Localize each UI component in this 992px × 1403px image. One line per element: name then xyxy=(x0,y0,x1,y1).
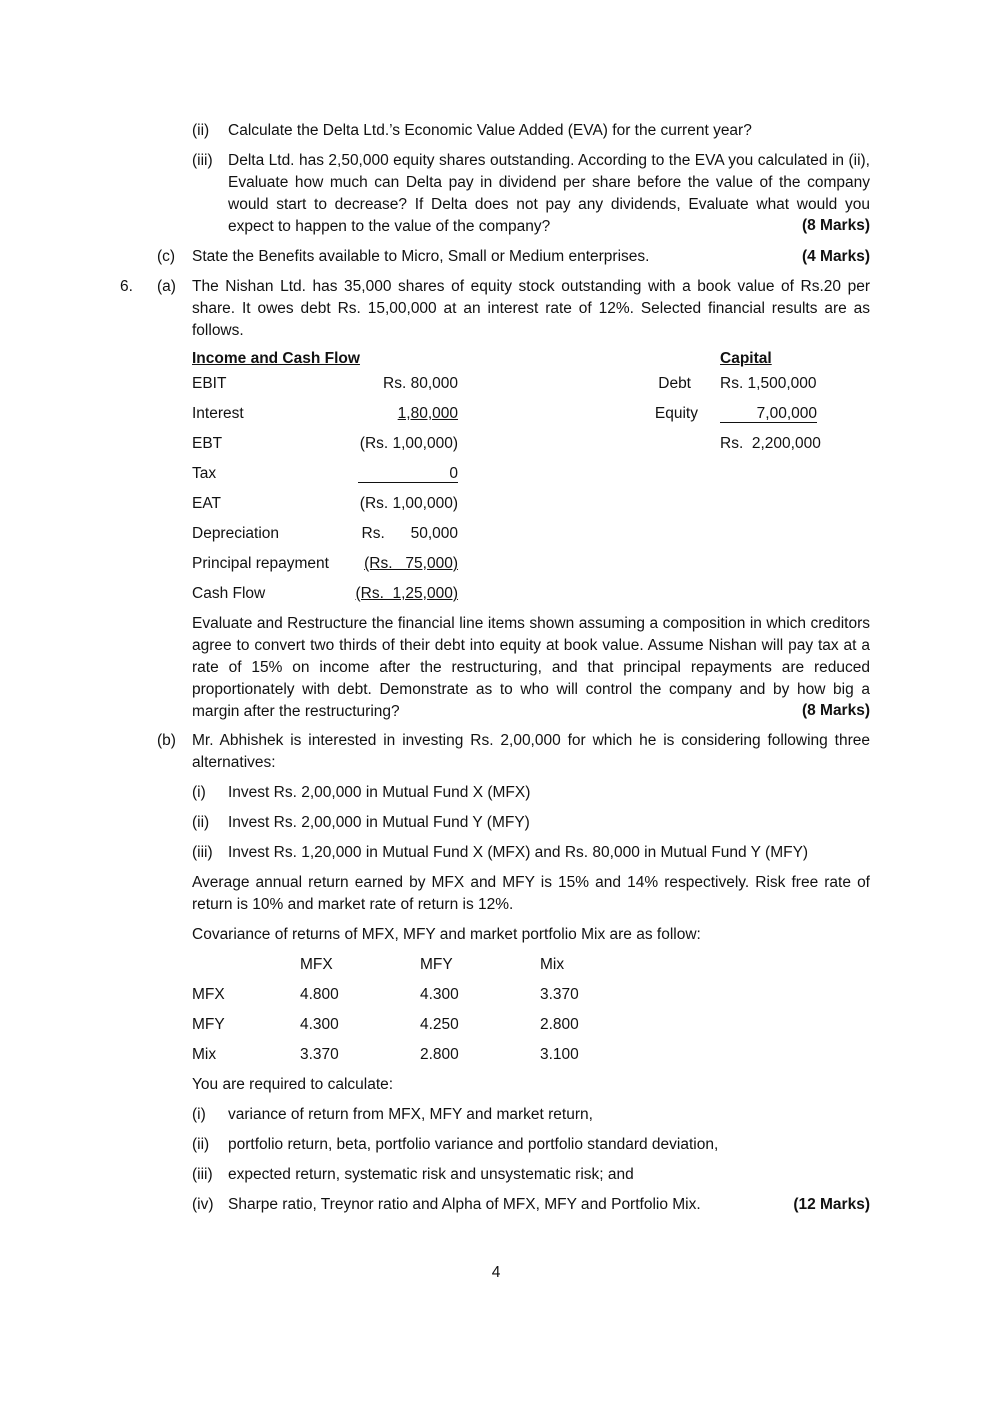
marks-label: (12 Marks) xyxy=(793,1196,870,1213)
income-value: Rs. 80,000 xyxy=(383,375,458,392)
question-text: Average annual return earned by MFX and MFY is 15% and 14% respectively. Risk free rate of return is 10% and market rate of return is 12%. xyxy=(192,874,870,913)
income-label: EAT xyxy=(192,495,221,512)
income-label: Cash Flow xyxy=(192,585,266,602)
part-label: (b) xyxy=(157,732,176,749)
income-value: (Rs. 1,00,000) xyxy=(359,495,458,512)
alternative-text: Invest Rs. 2,00,000 in Mutual Fund Y (MFY) xyxy=(228,814,530,831)
income-label: Principal repayment xyxy=(192,555,329,572)
question-text: Delta Ltd. has 2,50,000 equity shares outstanding. According to the EVA you calculated in (ii), Evaluate how much can Delta pay in dividend per share before the value of the company would start to decrease? If Delta does not pay any dividends, Evaluate what would you expect to happen to the value of the company? xyxy=(228,152,870,235)
capital-heading: Capital xyxy=(720,350,772,367)
table-cell: 2.800 xyxy=(420,1046,459,1063)
income-label: Depreciation xyxy=(192,525,280,542)
part-label: (c) xyxy=(157,248,176,265)
question-text: Covariance of returns of MFX, MFY and market portfolio Mix are as follow: xyxy=(192,926,701,943)
income-label: EBIT xyxy=(192,375,227,392)
task-text: Sharpe ratio, Treynor ratio and Alpha of MFX, MFY and Portfolio Mix. xyxy=(228,1196,701,1213)
task-text: variance of return from MFX, MFY and market return, xyxy=(228,1106,593,1123)
capital-value: Rs. 2,200,000 xyxy=(720,435,821,452)
income-value: 1,80,000 xyxy=(397,405,458,422)
item-number: (ii) xyxy=(192,814,210,831)
table-row-label: MFX xyxy=(192,986,225,1003)
question-text: You are required to calculate: xyxy=(192,1076,394,1093)
task-text: portfolio return, beta, portfolio variance and portfolio standard deviation, xyxy=(228,1136,719,1153)
income-label: Tax xyxy=(192,465,217,482)
question-text: Evaluate and Restructure the financial line items shown assuming a composition in which creditors agree to convert two thirds of their debt into equity at book value. Assume Nishan will pay tax at a rate of 15% on income after the restructuring, and that principal repayments are reduced proportionately with debt. Demonstrate as to who will control the company and by how big a margin after the restructuring? xyxy=(192,615,870,720)
item-number: (iv) xyxy=(192,1196,214,1213)
table-header: MFY xyxy=(420,956,453,973)
item-number: (iii) xyxy=(192,844,213,861)
marks-label: (8 Marks) xyxy=(801,702,870,719)
alternative-text: Invest Rs. 1,20,000 in Mutual Fund X (MFX) and Rs. 80,000 in Mutual Fund Y (MFY) xyxy=(228,844,809,861)
table-cell: 3.370 xyxy=(540,986,579,1003)
question-text: Mr. Abhishek is interested in investing Rs. 2,00,000 for which he is considering following three alternatives: xyxy=(192,732,870,771)
capital-label: Equity xyxy=(654,405,698,422)
item-number: (iii) xyxy=(192,152,213,169)
table-cell: 4.300 xyxy=(300,1016,339,1033)
item-number: (ii) xyxy=(192,122,210,139)
table-cell: 4.250 xyxy=(420,1016,459,1033)
table-cell: 3.370 xyxy=(300,1046,339,1063)
table-cell: 2.800 xyxy=(540,1016,579,1033)
question-text: Calculate the Delta Ltd.’s Economic Value Added (EVA) for the current year? xyxy=(228,122,752,139)
capital-label: Debt xyxy=(658,375,691,392)
table-row-label: Mix xyxy=(192,1046,217,1063)
table-header: MFX xyxy=(300,956,333,973)
item-number: (iii) xyxy=(192,1166,213,1183)
question-number: 6. xyxy=(120,278,133,295)
income-heading: Income and Cash Flow xyxy=(192,350,360,367)
question-text: The Nishan Ltd. has 35,000 shares of equity stock outstanding with a book value of Rs.20 per share. It owes debt Rs. 15,00,000 at an interest rate of 12%. Selected financial results are as follows. xyxy=(192,278,870,339)
capital-value: Rs. 1,500,000 xyxy=(720,375,817,392)
item-number: (i) xyxy=(192,784,206,801)
table-cell: 4.800 xyxy=(300,986,339,1003)
table-row-label: MFY xyxy=(192,1016,225,1033)
table-cell: 4.300 xyxy=(420,986,459,1003)
page-number: 4 xyxy=(491,1264,501,1281)
marks-label: (4 Marks) xyxy=(801,248,870,265)
table-cell: 3.100 xyxy=(540,1046,579,1063)
task-text: expected return, systematic risk and unsystematic risk; and xyxy=(228,1166,634,1183)
capital-value: 7,00,000 xyxy=(720,405,817,423)
income-value: 0 xyxy=(358,465,458,483)
income-value: Rs. 50,000 xyxy=(361,525,458,542)
question-text: State the Benefits available to Micro, Small or Medium enterprises. xyxy=(192,248,650,265)
income-value: (Rs. 1,25,000) xyxy=(355,585,458,602)
alternative-text: Invest Rs. 2,00,000 in Mutual Fund X (MFX) xyxy=(228,784,531,801)
income-value: (Rs. 75,000) xyxy=(364,555,458,572)
table-header: Mix xyxy=(540,956,565,973)
item-number: (ii) xyxy=(192,1136,210,1153)
income-label: EBT xyxy=(192,435,223,452)
income-value: (Rs. 1,00,000) xyxy=(359,435,458,452)
marks-label: (8 Marks) xyxy=(801,217,870,234)
income-label: Interest xyxy=(192,405,244,422)
part-label: (a) xyxy=(157,278,176,295)
item-number: (i) xyxy=(192,1106,206,1123)
